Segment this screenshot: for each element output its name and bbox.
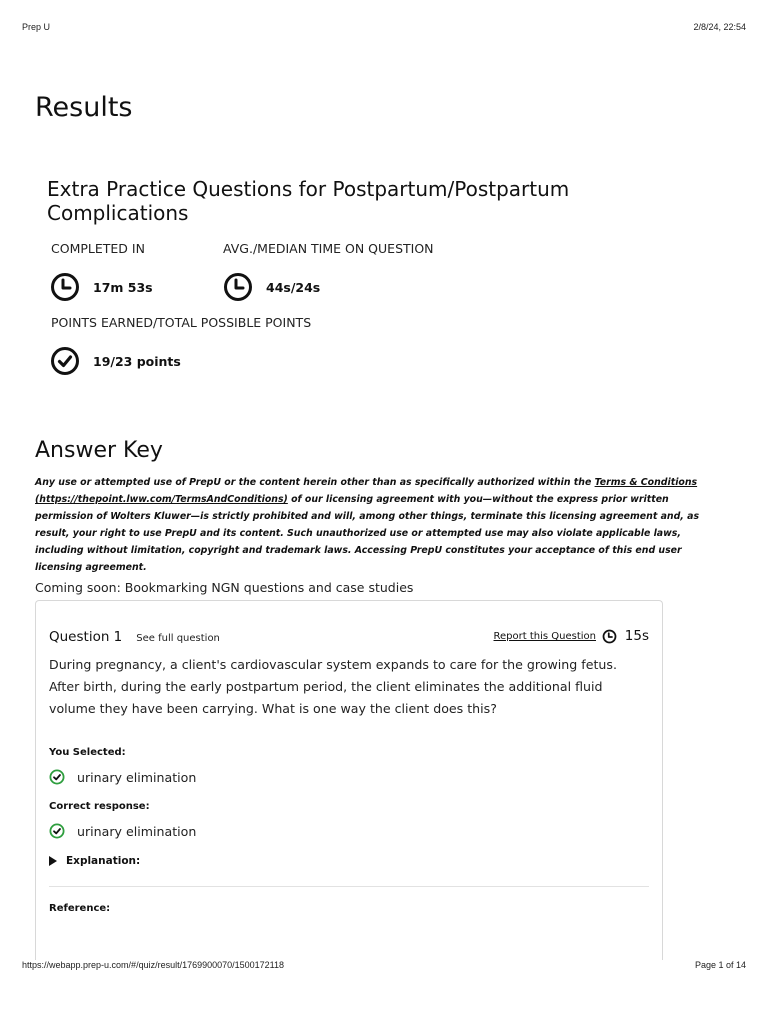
divider bbox=[49, 886, 649, 887]
completed-in-value: 17m 53s bbox=[93, 279, 153, 295]
completed-in-stat bbox=[50, 272, 153, 302]
correct-answer bbox=[49, 823, 196, 839]
print-footer-page-number: Page 1 of 14 bbox=[694, 960, 746, 970]
page-title: Results bbox=[35, 92, 133, 123]
question-text: During pregnancy, a client's cardiovascular system expands to care for the growing fetus. After birth, during the early postpartum period, the client eliminates the additional fluid volume they have been carrying. What is one way the client does this? bbox=[49, 657, 617, 716]
reference-label: Reference: bbox=[49, 903, 111, 914]
question-time bbox=[602, 628, 649, 644]
points-value: 19/23 points bbox=[93, 353, 181, 369]
correct-answer-text: urinary elimination bbox=[77, 823, 197, 839]
points-label: POINTS EARNED/TOTAL POSSIBLE POINTS bbox=[51, 315, 312, 330]
print-header-datetime: 2/8/24, 22:54 bbox=[693, 22, 746, 32]
terms-url-link[interactable]: (https://thepoint.lww.com/TermsAndConditions) bbox=[35, 494, 288, 505]
clock-icon bbox=[223, 272, 253, 302]
explanation-label: Explanation: bbox=[66, 855, 141, 867]
caret-right-icon bbox=[49, 856, 57, 866]
check-circle-icon bbox=[50, 346, 80, 376]
print-footer-url: https://webapp.prep-u.com/#/quiz/result/1769900070/1500172118 bbox=[22, 960, 285, 970]
question-header bbox=[49, 629, 220, 645]
coming-soon-notice: Coming soon: Bookmarking NGN questions and case studies bbox=[35, 580, 414, 595]
license-text-end: of our licensing agreement with you—without the express prior written permission of Wolters Kluwer—is strictly prohibited and will, among other things, terminate this licensing agreement and, as result, your right to use PrepU and its content. Such unauthorized use or attempted use may also violate applicable laws, including without limitation, copyright and trademark laws. Accessing PrepU constitutes your acceptance of this end user licensing agreement. bbox=[35, 494, 700, 573]
avg-time-label: AVG./MEDIAN TIME ON QUESTION bbox=[223, 241, 434, 256]
clock-icon bbox=[602, 629, 617, 644]
print-header-app-name: Prep U bbox=[22, 22, 51, 32]
avg-time-value: 44s/24s bbox=[266, 279, 321, 295]
report-question-link[interactable]: Report this Question bbox=[493, 631, 596, 642]
selected-answer bbox=[49, 769, 196, 785]
license-text-start: Any use or attempted use of PrepU or the content herein other than as specifically authorized within the bbox=[35, 477, 595, 488]
avg-time-stat bbox=[223, 272, 320, 302]
selected-answer-text: urinary elimination bbox=[77, 769, 197, 785]
points-stat bbox=[50, 346, 181, 376]
answer-key-title: Answer Key bbox=[35, 438, 163, 463]
license-notice bbox=[35, 474, 730, 576]
check-circle-icon bbox=[49, 823, 65, 839]
completed-in-label: COMPLETED IN bbox=[51, 241, 145, 256]
terms-link[interactable]: Terms & Conditions bbox=[594, 477, 698, 488]
correct-response-label: Correct response: bbox=[49, 801, 150, 812]
question-number: Question 1 bbox=[49, 629, 123, 645]
you-selected-label: You Selected: bbox=[49, 747, 126, 758]
quiz-title: Extra Practice Questions for Postpartum/Postpartum Complications bbox=[47, 177, 570, 225]
question-card bbox=[35, 600, 663, 960]
clock-icon bbox=[50, 272, 80, 302]
question-time-value: 15s bbox=[624, 628, 649, 644]
explanation-toggle[interactable] bbox=[49, 855, 140, 867]
check-circle-icon bbox=[49, 769, 65, 785]
see-full-question-link[interactable]: See full question bbox=[136, 633, 220, 644]
